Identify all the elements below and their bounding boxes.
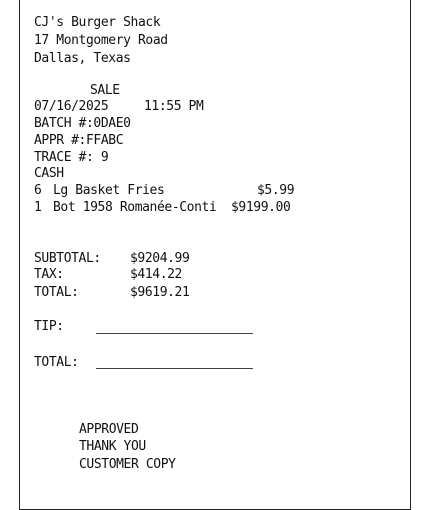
item-qty: 6 (34, 183, 42, 198)
approval-number: APPR #:FFABC (34, 133, 124, 148)
subtotal-label: SUBTOTAL: (34, 251, 101, 266)
tax-label: TAX: (34, 267, 64, 282)
transaction-date: 07/16/2025 (34, 99, 109, 114)
subtotal-value: $9204.99 (130, 251, 190, 266)
item-price: $5.99 (257, 183, 295, 198)
customer-copy-text: CUSTOMER COPY (79, 457, 176, 472)
merchant-name: CJ's Burger Shack (34, 15, 161, 30)
trace-number: TRACE #: 9 (34, 150, 109, 165)
handwritten-total-label: TOTAL: (34, 355, 79, 370)
thank-you-text: THANK YOU (79, 439, 146, 454)
total-value: $9619.21 (130, 285, 190, 300)
transaction-type: SALE (90, 83, 120, 98)
approved-text: APPROVED (79, 422, 139, 437)
total-write-in-line (96, 368, 253, 369)
batch-number: BATCH #:0DAE0 (34, 116, 131, 131)
transaction-time: 11:55 PM (144, 99, 204, 114)
total-label: TOTAL: (34, 285, 79, 300)
tax-value: $414.22 (130, 267, 182, 282)
item-qty: 1 (34, 200, 42, 215)
item-price: $9199.00 (231, 200, 291, 215)
receipt-paper (19, 0, 411, 510)
merchant-address-line1: 17 Montgomery Road (34, 33, 168, 48)
item-description: Lg Basket Fries (53, 183, 165, 198)
item-description: Bot 1958 Romanée-Conti (53, 200, 217, 215)
merchant-address-line2: Dallas, Texas (34, 51, 131, 66)
payment-method: CASH (34, 166, 64, 181)
tip-label: TIP: (34, 319, 64, 334)
tip-write-in-line (96, 333, 253, 334)
